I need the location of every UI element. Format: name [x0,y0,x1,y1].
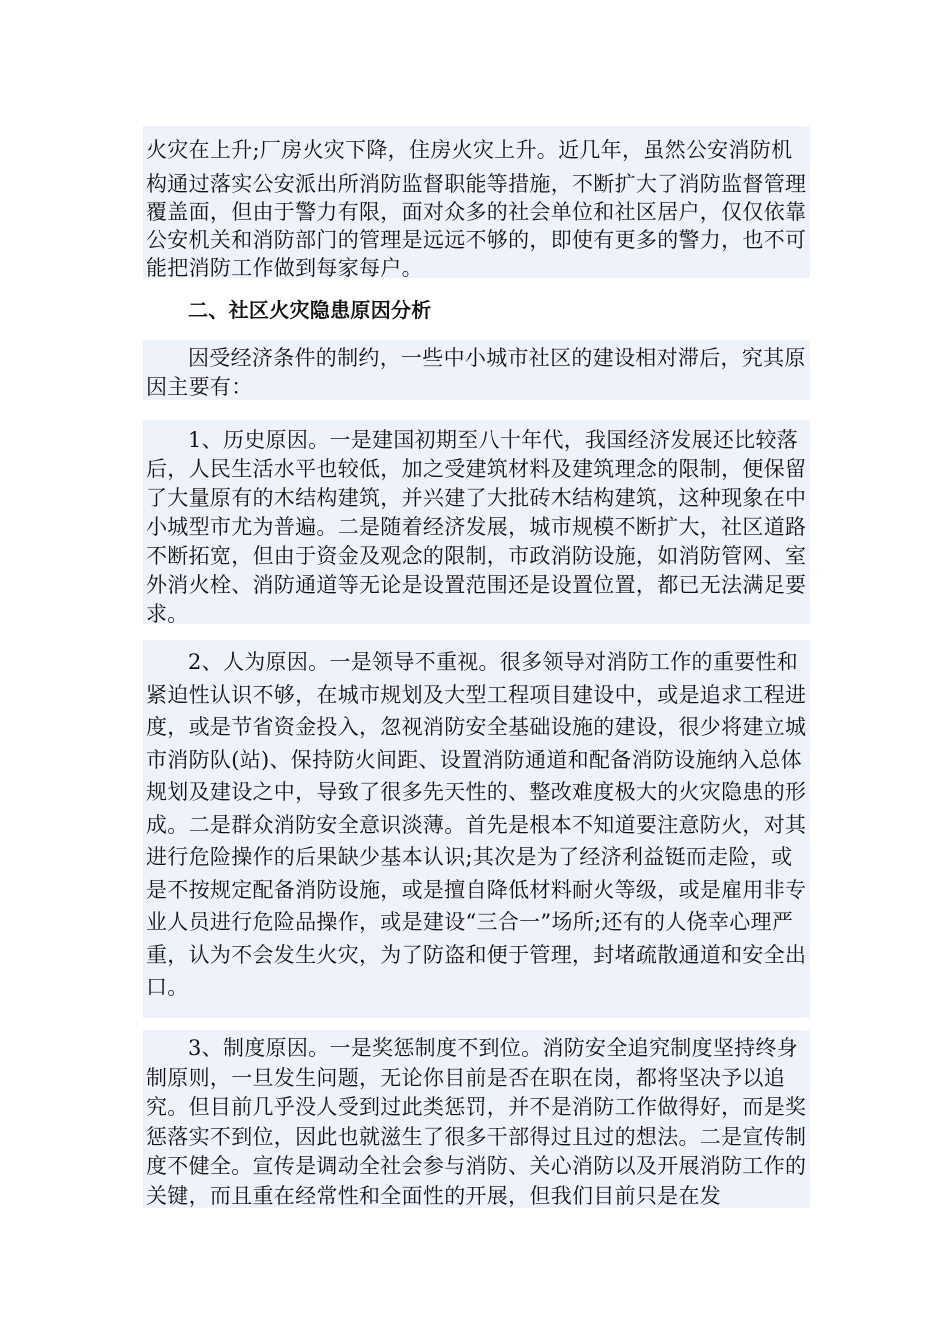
reason-3-paragraph [146,1034,810,1211]
reason-2-text: 2、人为原因。一是领导不重视。很多领导对消防工作的重要性和紧迫性认识不够，在城市规划及大型工程项目建设中，或是追求工程进度，或是节省资金投入，忽视消防安全基础设施的建设，很少将建立城市消防队(站)、保持防火间距、设置消防通道和配备消防设施纳入总体规划及建设之中，导致了很多先天性的、整改难度极大的火灾隐患的形成。二是群众消防安全意识淡薄。首先是根本不知道要注意防火，对其进行危险操作的后果缺少基本认识;其次是为了经济利益铤而走险，或是不按规定配备消防设施，或是擅自降低材料耐火等级，或是雇用非专业人员进行危险品操作，或是建设“三合一”场所;还有的人侥幸心理严重，认为不会发生火灾，为了防盗和便于管理，封堵疏散通道和安全出口。 [146,650,807,999]
section-intro-text: 因受经济条件的制约，一些中小城市社区的建设相对滞后，究其原因主要有： [146,346,806,399]
intro-line-1: 火灾在上升;厂房火灾下降，住房火灾上升。近几年，虽然公安消防机 [146,138,793,162]
reason-1-paragraph [146,426,810,629]
intro-rest: 构通过落实公安派出所消防监督职能等措施，不断扩大了消防监督管理覆盖面，但由于警力有限，面对众多的社会单位和社区居户，仅仅依靠公安机关和消防部门的管理是远远不够的，即使有更多的警力，也不可能把消防工作做到每家每户。 [146,172,807,280]
section-heading: 二、社区火灾隐患原因分析 [188,298,432,322]
intro-paragraph [146,136,810,282]
reason-3-text: 3、制度原因。一是奖惩制度不到位。消防安全追究制度坚持终身制原则，一旦发生问题，无论你目前是否在职在岗，都将坚决予以追究。但目前几乎没人受到过此类惩罚，并不是消防工作做得好，而是奖惩落实不到位，因此也就滋生了很多干部得过且过的想法。二是宣传制度不健全。宣传是调动全社会参与消防、关心消防以及开展消防工作的关键，而且重在经常性和全面性的开展，但我们目前只是在发 [146,1036,807,1208]
section-heading-block [146,296,810,325]
section-intro-paragraph [146,344,810,402]
reason-1-text: 1、历史原因。一是建国初期至八十年代，我国经济发展还比较落后，人民生活水平也较低，加之受建筑材料及建筑理念的限制，便保留了大量原有的木结构建筑，并兴建了大批砖木结构建筑，这种现象在中小城型市尤为普遍。二是随着经济发展，城市规模不断扩大，社区道路不断拓宽，但由于资金及观念的限制，市政消防设施，如消防管网、室外消火栓、消防通道等无论是设置范围还是设置位置，都已无法满足要求。 [146,428,807,626]
reason-2-paragraph [146,646,810,1004]
